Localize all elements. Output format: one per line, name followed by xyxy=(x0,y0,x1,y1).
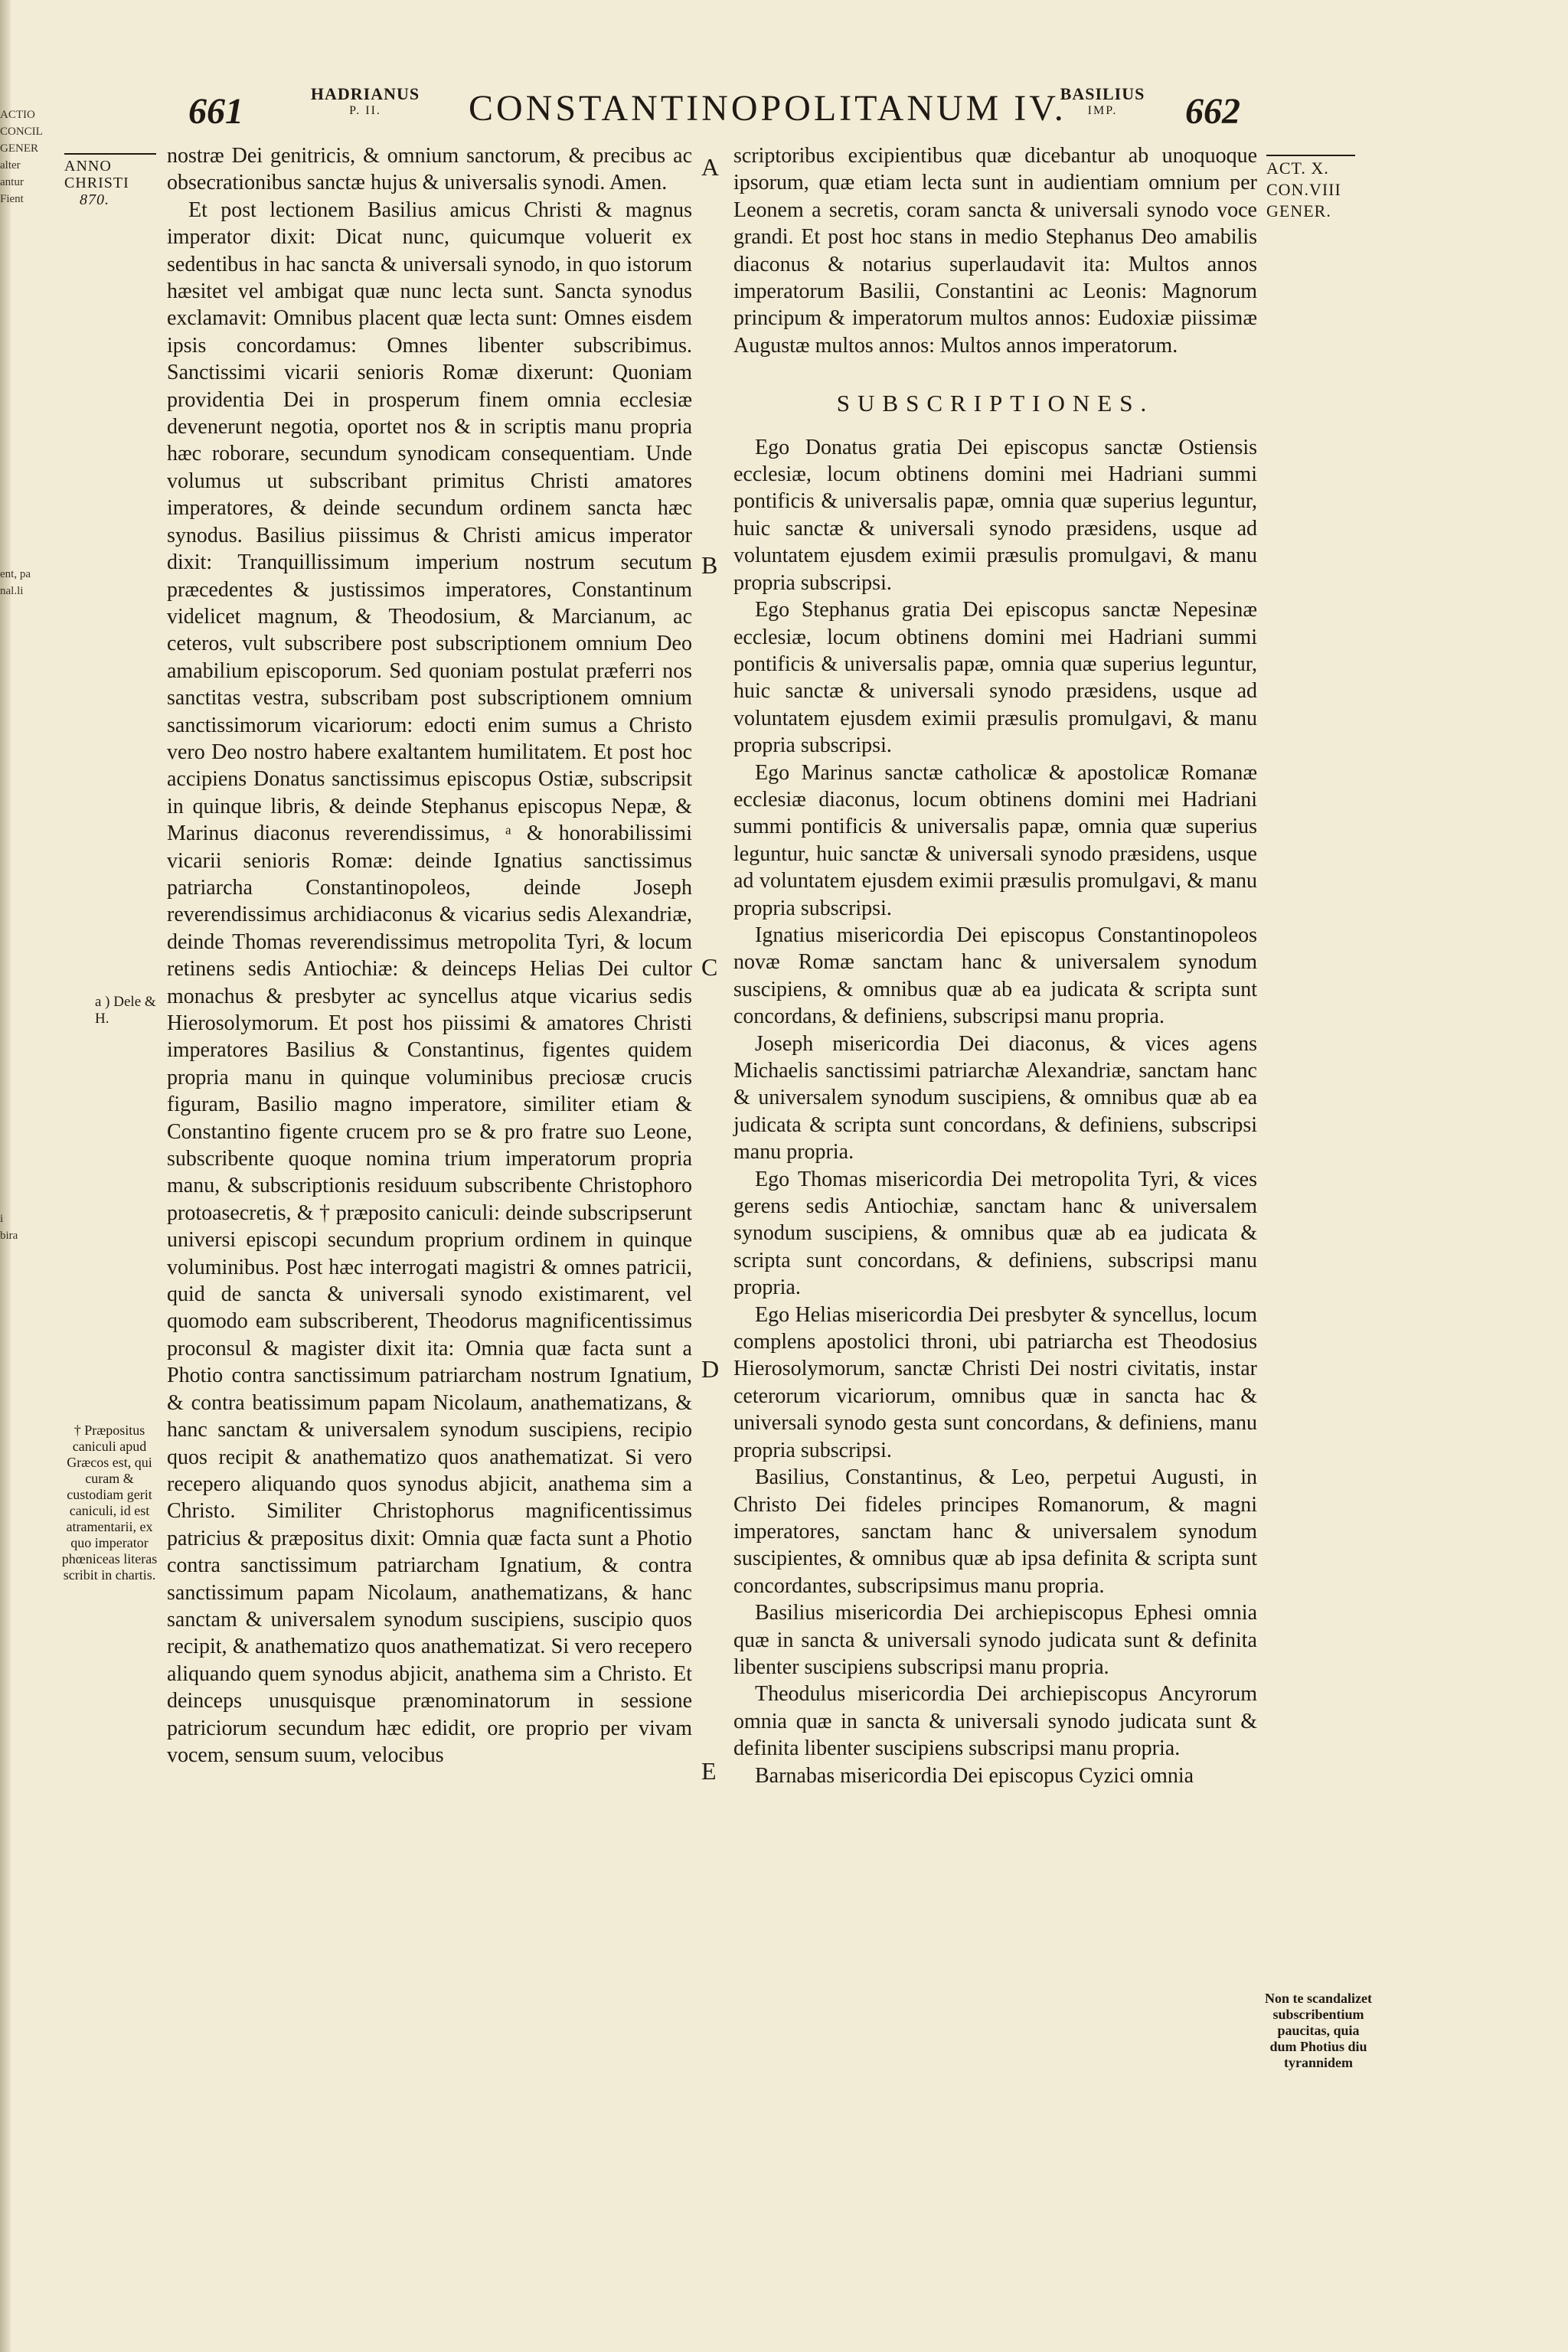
anno-label: ANNO xyxy=(64,158,112,175)
section-letter-d: D xyxy=(701,1355,720,1383)
subscription-entry: Ego Stephanus gratia Dei episcopus sanctæ Nepesinæ ecclesiæ, locum obtinens domini mei Hadriani summi pontificis & universalis papæ, omnia quæ superius leguntur, huic sanctæ & universali synodo præsidens, usque ad voluntatem ejusdem eximii præsulis promulgavi, & manu propria subscripsi. xyxy=(733,598,1257,758)
prev-fragment: CONCIL xyxy=(0,126,43,138)
section-letter-c: C xyxy=(701,953,718,981)
christi-label: CHRISTI xyxy=(64,175,129,191)
subscription-entry: Theodulus misericordia Dei archiepiscopus Ancyrorum omnia quæ in sancta & universali synodo judicata sunt & definita libenter suscipiens subscripsi manu propria. xyxy=(733,1682,1257,1761)
act-line: ACT. X. xyxy=(1266,158,1329,178)
subscription-entry: Ego Donatus gratia Dei episcopus sanctæ Ostiensis ecclesiæ, locum obtinens domini mei Hadriani summi pontificis & universalis papæ, omnia quæ superius leguntur, huic sanctæ & universali synodo præsidens, usque ad voluntatem ejusdem eximii præsulis promulgavi, & manu propria subscripsi. xyxy=(733,435,1257,595)
margin-rule xyxy=(64,153,156,155)
running-head-right xyxy=(1041,86,1164,119)
paragraph: scriptoribus excipientibus quæ dicebantur ab unoquoque ipsorum, quæ etiam lecta sunt in audientiam omnium per Leonem a secretis, coram sancta & universali synodo voce grandi. Et post hoc stans in medio Stephanus Deo amabilis diaconus & notarius superlaudavit ita: Multos annos imperatorum Basilii, Constantini ac Leonis: Magnorum principum & imperatorum multos annos: Eudoxiæ piissimæ Augustæ multos annos: Multos annos imperatorum. xyxy=(733,144,1257,358)
subscription-entry: Joseph misericordia Dei diaconus, & vices agens Michaelis sanctissimi patriarchæ Alexandriæ, sanctam hanc & universalem synodum suscipiens, & omnibus quæ ab ea judicata & scripta sunt concordans, & definiens, subscripsi manu propria. xyxy=(733,1031,1257,1165)
margin-note-praepositus: † Præpositus caniculi apud Græcos est, qui curam & custodiam gerit caniculi, id est atramentarii, ex quo imperator phœniceas literas scribit in chartis. xyxy=(61,1423,158,1583)
section-letter-b: B xyxy=(701,551,718,579)
anno-year: 870. xyxy=(80,191,109,208)
right-column xyxy=(733,142,1257,1789)
subscription-entry: Ignatius misericordia Dei episcopus Constantinopoleos novæ Romæ sanctam hanc & universalem synodum suscipiens, & omnibus quæ ab ea judicata & scripta sunt concordans, & definiens, subscripsi manu propria. xyxy=(733,923,1257,1029)
subscription-entry: Ego Marinus sanctæ catholicæ & apostolicæ Romanæ ecclesiæ diaconus, locum obtinens domini mei Hadriani summi pontificis & universalis papæ, omnia quæ superius leguntur, huic sanctæ & universali synodo præsidens, usque ad voluntatem ejusdem eximii præsulis promulgavi, & manu propria subscripsi. xyxy=(733,760,1257,920)
act-line: GENER. xyxy=(1266,201,1331,220)
margin-act-reference xyxy=(1266,155,1374,222)
paragraph: Et post lectionem Basilius amicus Christi & magnus imperator dixit: Dicat nunc, quicumque voluerit ex sedentibus in hac sancta & universali synodo, in quo istorum hæsitet vel ambigat quæ nunc lecta sunt. Sancta synodus exclamavit: Omnibus placent quæ lecta sunt: Omnes eisdem ipsis concordamus: Omnes libenter subscribimus. Sanctissimi vicarii senioris Romæ dixerunt: Quoniam providentia Dei in prosperum finem omnia ecclesiæ devenerunt negotia, oportet nos & in scriptis manu propria hæc roborare, secundum synodicam consequentiam. Unde volumus ut subscribant primitus Christi amatores imperatores, & deinde secundum ordinem sancta hæc synodus. Basilius piissimus & Christi amicus imperator dixit: Tranquillissimum imperium nostrum secutum præcedentes & justissimos imperatores, Constantinum videlicet magnum, & Theodosium, & Marcianum, ac ceteros, vult subscribere post subscriptionem omnium Deo amabilium episcoporum. Sed quoniam postulat præferri nos sanctitas vestra, subscribam post subscriptionem omnium sanctissimorum vicariorum: edocti enim sumus a Christo vero Deo nostro habere exaltantem humilitatem. Et post hoc accipiens Donatus sanctissimus episcopus Ostiæ, subscripsit in quinque libris, & deinde Stephanus episcopus Nepæ, & Marinus diaconus reverendissimus, ᵃ & honorabilissimi vicarii senioris Romæ: deinde Ignatius sanctissimus patriarcha Constantinopoleos, deinde Joseph reverendissimus archidiaconus & vicarius sedis Alexandriæ, deinde Thomas reverendissimus metropolita Tyri, & locum retinens sedis Antiochiæ: & deinceps Helias Dei cultor monachus & presbyter ac syncellus atque vicarius sedis Hierosolymorum. Et post hos piissimi & amatores Christi imperatores Basilius & Constantinus, figentes quidem propria manu in quinque voluminibus preciosæ crucis figuram, Basilio magno imperatore, similiter etiam & Constantino figente crucem pro se & pro fratre suo Leone, subscribente quoque nomina trium imperatorum propria manu, & subscriptionis residuum subscribente Christophoro protoasecretis, & † præposito caniculi: deinde subscripserunt universi episcopi secundum proprium ordinem in quinque voluminibus. Post hæc interrogati magistri & omnes patricii, quid de sancta & universali synodo existimarent, vel quomodo eam subscriberent, Theodorus magnificentissimus proconsul & magister dixit ita: Omnia quæ facta sunt a Photio contra sanctissimum patriarcham nostrum Ignatium, & contra beatissimum papam Nicolaum, anathematizans, & hanc sanctam & universalem synodum suscipiens, recipio quos recipit & anathematizo quos anathematizat. Si vero recepero aliquando quos synodus abjicit, anathema sim a Christo. Similiter Christophorus magnificentissimus patricius & præpositus dixit: Omnia quæ facta sunt a Photio contra sanctissimum patriarcham Ignatium, & contra sanctissimum papam Nicolaum, anathematizans, & hanc sanctam & universalem synodum suscipiens, suscipio quos recipit, & anathematizo quos anathematizat. Si vero recepero aliquando quem synodus abjicit, anathema sim a Christo. Et deinceps unusquisque prænominatorum in sessione patriciorum secundum hæc edidit, ore proprio per vivam vocem, sensum suum, velocibus xyxy=(167,198,692,1767)
running-head-right-sub: IMP. xyxy=(1087,104,1118,117)
prev-fragment: Fient xyxy=(0,193,24,205)
paragraph: nostræ Dei genitricis, & omnium sanctorum, & precibus ac obsecrationibus sanctæ hujus & universalis synodi. Amen. xyxy=(167,144,692,195)
subscription-entry: Barnabas misericordia Dei episcopus Cyzici omnia xyxy=(755,1763,1194,1788)
subscription-entry: Basilius misericordia Dei archiepiscopus Ephesi omnia quæ in sancta & universali synodo judicata sunt & definita libenter suscipiens subscripsi manu propria. xyxy=(733,1601,1257,1679)
previous-page-fragments xyxy=(0,107,43,1245)
prev-fragment: i xyxy=(0,1213,4,1225)
subscriptions-heading: SUBSCRIPTIONES. xyxy=(836,390,1155,417)
page-number-left: 661 xyxy=(188,91,243,132)
subscription-entry: Ego Helias misericordia Dei presbyter & syncellus, locum complens apostolici throni, ubi patriarcha est Theodosius Hierosolymorum, sanctæ Christi Dei nostri civitatis, instar ceterorum vicariorum, omnibus quæ in sancta hac & universali synodo gesta sunt concordans, & definiens, manu propria subscripsi. xyxy=(733,1302,1257,1462)
prev-fragment: antur xyxy=(0,176,24,188)
section-letter-a: A xyxy=(701,153,720,181)
page-title: CONSTANTINOPOLITANUM IV. xyxy=(469,88,1067,129)
subscription-entry: Basilius, Constantinus, & Leo, perpetui Augusti, in Christo Dei fideles principes Romanorum, & magni imperatores, sanctam hanc & universalem synodum suscipientes, & omnibus quæ ab ipsa definita & scripta sunt concordantes, subscripsimus manu propria. xyxy=(733,1465,1257,1598)
running-head-left xyxy=(300,86,430,119)
prev-fragment: GENER xyxy=(0,142,38,155)
margin-rule xyxy=(1266,155,1355,156)
margin-anno-christi xyxy=(64,153,161,208)
margin-note-a: a ) Dele & H. xyxy=(95,994,156,1027)
left-column xyxy=(167,142,692,1769)
running-head-left-main: HADRIANUS xyxy=(310,84,420,103)
prev-fragment: alter xyxy=(0,159,21,172)
margin-note-scandalizet: Non te scandalizet subscribentium paucitas, quia dum Photius diu tyrannidem xyxy=(1265,1991,1372,2070)
prev-fragment: bira xyxy=(0,1230,18,1242)
section-letter-e: E xyxy=(701,1757,717,1785)
prev-fragment: ent, pa xyxy=(0,568,31,580)
subscription-entry: Ego Thomas misericordia Dei metropolita Tyri, & vices gerens sedis Antiochiæ, sanctam hanc & universalem synodum suscipiens, & omnibus quæ ab ea judicata & scripta sunt concordans, & definiens, subscripsi manu propria. xyxy=(733,1167,1257,1300)
page-header xyxy=(0,0,1568,153)
running-head-left-sub: P. II. xyxy=(349,104,381,117)
act-line: CON.VIII xyxy=(1266,180,1341,199)
prev-fragment: ACTIO xyxy=(0,109,35,121)
page-number-right: 662 xyxy=(1185,91,1240,132)
running-head-right-main: BASILIUS xyxy=(1060,84,1145,103)
prev-fragment: nal.li xyxy=(0,585,24,597)
